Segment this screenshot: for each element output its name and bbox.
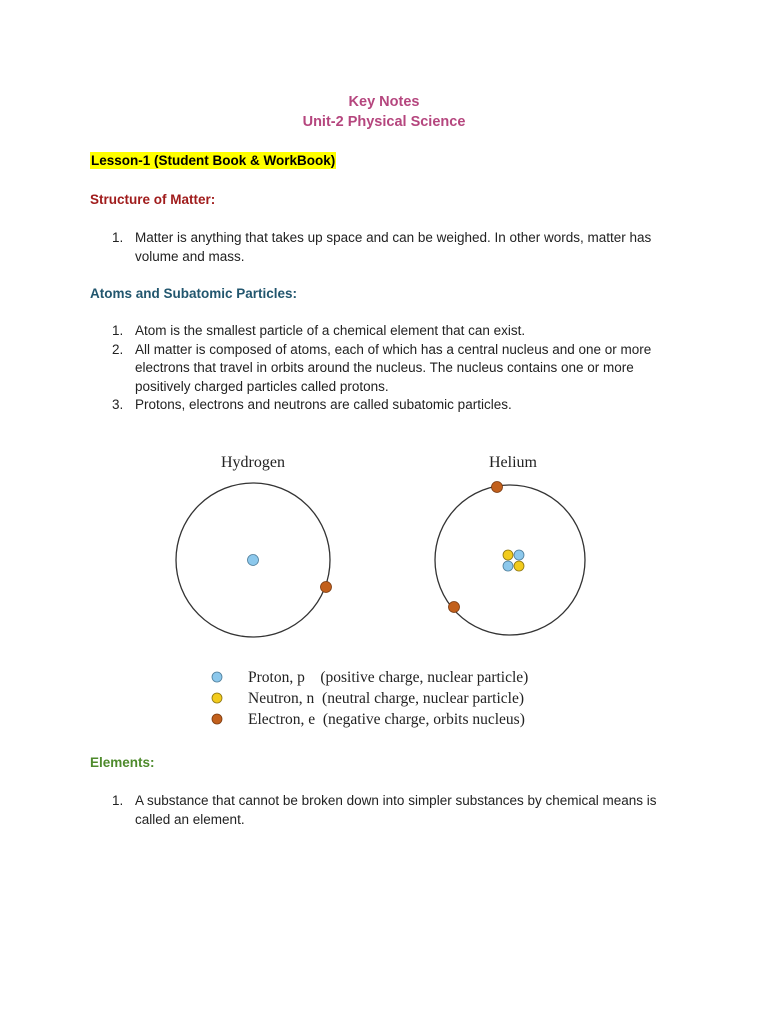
list-item-number: 1. <box>112 230 124 245</box>
list-item-number: 1. <box>112 323 124 338</box>
structure-list <box>90 229 690 266</box>
atom-diagram <box>0 440 768 740</box>
hydrogen-electron <box>321 582 332 593</box>
list-item <box>90 322 690 341</box>
list-item-text: Protons, electrons and neutrons are called subatomic particles. <box>135 397 512 412</box>
hydrogen-proton <box>248 555 259 566</box>
atoms-list <box>90 322 690 415</box>
list-item <box>90 229 690 266</box>
helium-electron <box>492 482 503 493</box>
helium-electron <box>449 602 460 613</box>
elements-list <box>90 792 690 829</box>
list-item <box>90 341 690 397</box>
lesson-heading <box>90 153 336 168</box>
list-item-number: 3. <box>112 397 124 412</box>
helium-proton <box>503 561 513 571</box>
structure-heading: Structure of Matter: <box>90 192 216 207</box>
list-item-text: Atom is the smallest particle of a chemical element that can exist. <box>135 323 526 338</box>
legend-electron-text: Electron, e (negative charge, orbits nucleus) <box>248 711 525 728</box>
legend-neutron-text: Neutron, n (neutral charge, nuclear particle) <box>248 690 524 707</box>
list-item <box>90 792 690 829</box>
helium-neutron <box>503 550 513 560</box>
page-subtitle: Unit-2 Physical Science <box>302 114 466 130</box>
helium-neutron <box>514 561 524 571</box>
helium-label: Helium <box>489 454 537 471</box>
lesson-label: Lesson-1 (Student Book & WorkBook) <box>91 153 336 168</box>
list-item <box>90 396 690 415</box>
legend-electron-marker <box>212 714 222 724</box>
list-item-number: 2. <box>112 341 124 357</box>
list-item-number: 1. <box>112 793 124 808</box>
list-item-text: Matter is anything that takes up space and can be weighed. In other words, matter has volume and mass. <box>135 230 652 264</box>
page-title: Key Notes <box>348 94 420 110</box>
legend-neutron-marker <box>212 693 222 703</box>
hydrogen-label: Hydrogen <box>221 454 285 471</box>
list-item-text: A substance that cannot be broken down into simpler substances by chemical means is called an element. <box>135 793 657 827</box>
legend-proton-text: Proton, p (positive charge, nuclear particle) <box>248 669 529 686</box>
legend-proton-marker <box>212 672 222 682</box>
helium-proton <box>514 550 524 560</box>
list-item-text: All matter is composed of atoms, each of which has a central nucleus and one or more electrons that travel in orbits around the nucleus. The nucleus contains one or more positively charged particles called protons. <box>135 341 652 394</box>
elements-heading: Elements: <box>90 755 155 770</box>
atoms-heading: Atoms and Subatomic Particles: <box>90 286 298 301</box>
